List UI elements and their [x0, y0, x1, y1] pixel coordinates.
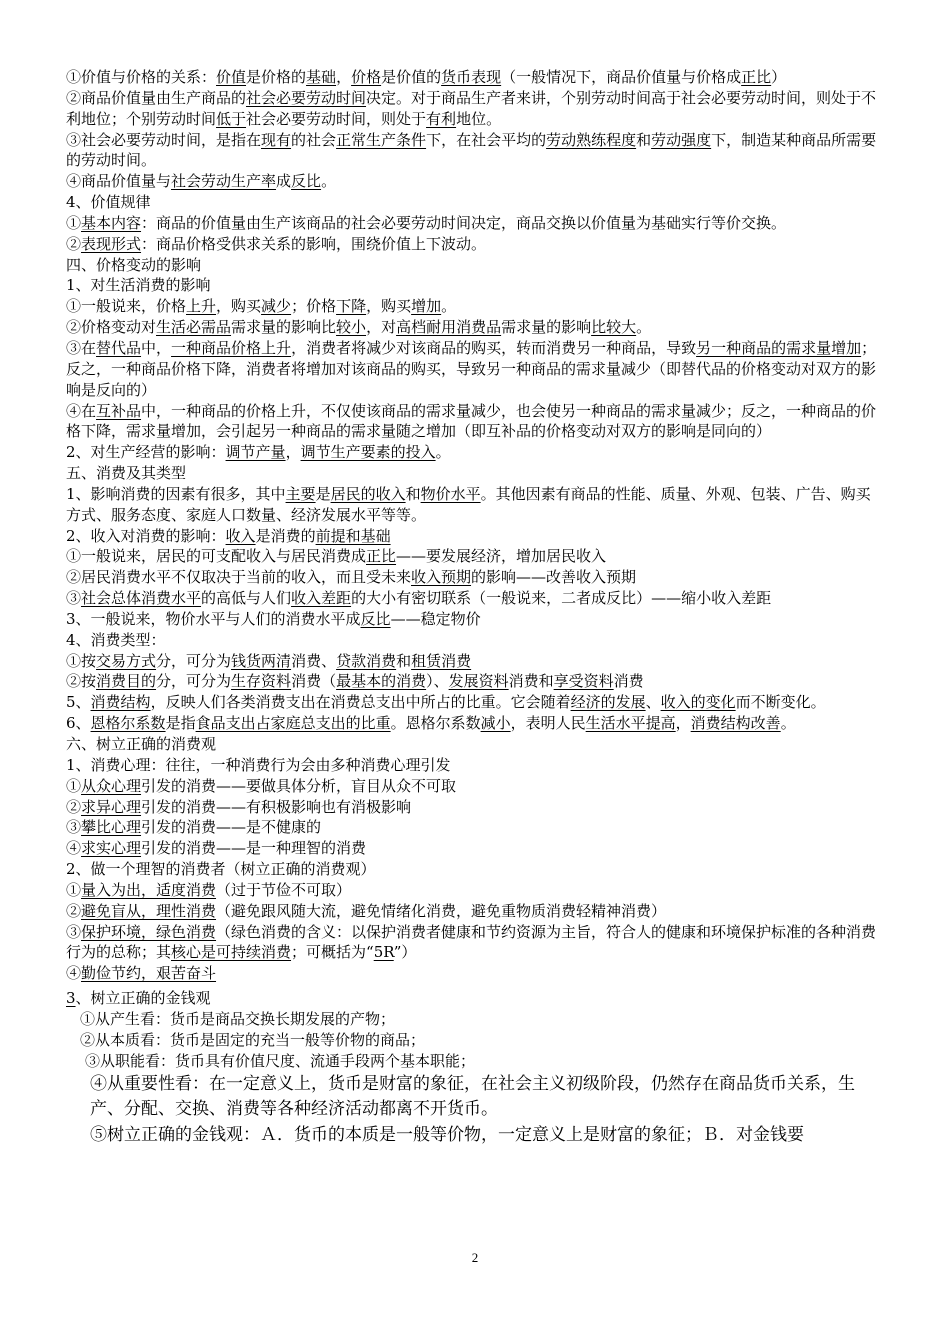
text-segment: ⑤树立正确的金钱观：Ａ．货币的本质是一般等价物，一定意义上是财富的象征；Ｂ．对金钱要	[90, 1124, 804, 1145]
text-segment: 四、价格变动的影响	[66, 255, 202, 274]
underlined-keyword: 价值	[216, 68, 247, 86]
underlined-keyword: 保护环境，绿色消费	[81, 922, 217, 941]
underlined-keyword: 最基本的消费	[336, 672, 427, 691]
underlined-keyword: 消费目的	[96, 672, 157, 691]
text-line	[66, 526, 882, 547]
underlined-keyword: 收入差距	[291, 589, 352, 608]
underlined-keyword: 前提和基础	[315, 526, 391, 545]
text-line	[66, 192, 882, 213]
text-segment: 2、对生产经营的影响：	[66, 443, 226, 462]
text-segment: （一般情况下，商品价值量与价格成	[501, 68, 742, 86]
text-segment: 需求量的影响比	[231, 318, 337, 337]
text-segment: ，购买	[216, 297, 262, 316]
underlined-keyword: 高档耐用消费品	[396, 318, 502, 337]
underlined-keyword: 生存资料	[231, 672, 292, 691]
page-number: 2	[471, 1250, 479, 1265]
underlined-keyword: 比较大	[591, 318, 637, 337]
text-line	[66, 567, 882, 588]
text-segment: ，反映人们各类消费支出在消费总支出中所占的比重。它会随着	[150, 693, 571, 712]
text-line	[66, 817, 882, 838]
underlined-keyword: 生活水平提高	[585, 714, 676, 733]
underlined-keyword: 互补品	[96, 401, 142, 420]
text-segment: 2、收入对消费的影响：	[66, 526, 226, 545]
text-line	[66, 797, 882, 818]
text-line	[66, 588, 882, 609]
text-segment: 是	[315, 484, 331, 503]
text-segment: ：商品的价值量由生产该商品的社会必要劳动时间决定，商品交换以价值量为基础实行等价交换。	[141, 213, 787, 232]
text-line	[66, 88, 882, 130]
text-segment: 1、影响消费的因素有很多，其中	[66, 484, 286, 503]
text-segment: 而不断变化。	[735, 693, 826, 712]
text-segment: （避免跟风随大流，避免情绪化消费，避免重物质消费轻精神消费）	[216, 901, 667, 920]
text-segment: 和	[396, 651, 412, 670]
underlined-keyword: 钱货两清	[231, 651, 292, 670]
text-segment: ③从职能看：货币具有价值尺度、流通手段两个基本职能；	[85, 1051, 476, 1070]
text-segment: ①按	[66, 651, 97, 670]
underlined-keyword: 上升	[186, 297, 217, 316]
underlined-keyword: 正比	[366, 547, 397, 566]
underlined-keyword: 收入预期	[411, 568, 472, 587]
text-line	[66, 880, 882, 901]
underlined-keyword: 反比	[360, 609, 391, 628]
text-segment: 消费和	[508, 672, 554, 691]
underlined-keyword: 另一种商品的需求量增加	[696, 338, 862, 357]
text-line	[66, 776, 882, 797]
text-segment: ③	[66, 589, 82, 608]
text-line	[66, 130, 882, 172]
text-segment: 和	[405, 484, 421, 503]
text-segment: 、树立正确的金钱观	[75, 989, 211, 1008]
underlined-keyword: 从众心理	[81, 776, 142, 795]
text-segment: ；反之，一种商品价格下降，消费者将增加对该商品的购买，导致另一种商品的需求量减少（即替代品的价格变动对双方的影响是反向的）	[66, 338, 877, 399]
text-segment: 需求量的影响	[501, 318, 592, 337]
text-segment: ③在	[66, 338, 97, 357]
text-line	[66, 901, 882, 922]
text-line	[66, 859, 882, 880]
underlined-keyword: 低于	[216, 109, 247, 128]
text-segment: 消费（	[291, 672, 337, 691]
text-segment: ④商品价值量与	[66, 172, 172, 191]
underlined-keyword: 一种商品价格上升	[171, 338, 292, 357]
text-segment: 是价值的	[381, 68, 442, 86]
text-line	[66, 317, 882, 338]
text-segment: ）、	[426, 672, 449, 691]
text-line	[66, 1051, 882, 1072]
underlined-keyword: 消费结构	[90, 693, 151, 712]
text-line	[66, 296, 882, 317]
text-line	[66, 401, 882, 443]
underlined-keyword: 减少	[261, 297, 292, 316]
text-line	[66, 234, 882, 255]
text-line	[66, 692, 882, 713]
text-segment: 1、消费心理：往往，一种消费行为会由多种消费心理引发	[66, 755, 451, 774]
text-line	[66, 838, 882, 859]
text-segment: 3、一般说来，物价水平与人们的消费水平成	[66, 609, 361, 628]
underlined-keyword: 消费结构改善	[690, 714, 781, 733]
text-line	[66, 713, 882, 734]
text-segment: ，消费者将减少对该商品的购买，转而消费另一种商品，导致	[291, 338, 697, 357]
underlined-keyword: 价格	[351, 68, 382, 86]
text-segment: ①	[66, 776, 82, 795]
text-segment: 引发的消费——是一种理智的消费	[141, 839, 367, 858]
underlined-keyword: 经济的发展	[570, 693, 646, 712]
text-segment: 引发的消费——有积极影响也有消极影响	[141, 797, 412, 816]
text-segment: ③社会必要劳动时间，是指在	[66, 130, 262, 149]
text-line	[66, 1030, 882, 1051]
underlined-keyword: 勤俭节约，艰苦奋斗	[81, 964, 217, 983]
text-line	[66, 755, 882, 776]
underlined-keyword: 发展资料	[448, 672, 509, 691]
underlined-keyword: 正比	[741, 68, 772, 86]
underlined-keyword: 量入为出，适度消费	[81, 880, 217, 899]
underlined-keyword: 交易方式	[96, 651, 157, 670]
text-segment: ——要发展经济，增加居民收入	[396, 547, 607, 566]
underlined-keyword: 替代品	[96, 338, 142, 357]
underlined-keyword: 求实心理	[81, 839, 142, 858]
underlined-keyword: 求异心理	[81, 797, 142, 816]
text-segment: 分，可分为	[156, 651, 232, 670]
text-segment: 6、	[66, 714, 91, 733]
text-segment: ①价值与价格的关系：	[66, 68, 217, 86]
text-segment: 和	[636, 130, 652, 149]
text-segment: 引发的消费——是不健康的	[141, 818, 322, 837]
underlined-keyword: 社会总体消费水平	[81, 589, 202, 608]
underlined-keyword: 减小	[480, 714, 511, 733]
text-line	[66, 546, 882, 567]
text-segment: ）	[771, 68, 787, 86]
text-segment: ，购买	[366, 297, 412, 316]
text-segment: 1、对生活消费的影响	[66, 276, 211, 295]
text-segment: 六、树立正确的消费观	[66, 735, 217, 753]
text-segment: 。其他因素有商品的性能、质量、外观、包装、广告、购买方式、服务态度、家庭人口数量、经济发展水平等等。	[66, 484, 871, 524]
text-line	[66, 1072, 882, 1123]
underlined-keyword: 调节产量	[225, 443, 286, 462]
text-segment: 是指	[165, 714, 196, 733]
text-segment: ②	[66, 797, 82, 816]
text-line	[66, 484, 882, 526]
text-segment: ①	[66, 213, 82, 232]
underlined-keyword: 较小	[336, 318, 367, 337]
text-segment: ，对	[366, 318, 397, 337]
text-segment: ，	[675, 714, 691, 733]
text-segment: 下，制造某种商品所需要的劳动时间。	[66, 130, 877, 170]
text-segment: ④在	[66, 401, 97, 420]
text-segment: 中，	[141, 338, 172, 357]
text-segment: 4、价值规律	[66, 193, 151, 212]
text-line	[66, 1123, 882, 1149]
text-segment: ④从重要性看：在一定意义上，货币是财富的象征，在社会主义初级阶段，仍然存在商品货币关系，生产、分配、交换、消费等各种经济活动都离不开货币。	[90, 1073, 855, 1119]
underlined-keyword: 5R	[373, 943, 394, 962]
underlined-keyword: 贷款消费	[336, 651, 397, 670]
text-segment: ，	[285, 443, 301, 462]
text-segment: 消费	[613, 672, 644, 691]
underlined-keyword: 攀比心理	[81, 818, 142, 837]
underlined-keyword: 劳动强度	[651, 130, 712, 149]
text-segment: 消费、	[291, 651, 337, 670]
underlined-keyword: 基本内容	[81, 213, 142, 232]
text-line	[66, 255, 882, 276]
text-segment: 社会必要劳动时间，则处于	[246, 109, 427, 128]
underlined-keyword: 正常生产条件	[336, 130, 427, 149]
text-line	[66, 609, 882, 630]
text-segment: ，表明人民	[510, 714, 586, 733]
text-segment: 是消费的	[255, 526, 316, 545]
text-line	[66, 671, 882, 692]
text-segment: 中，一种商品的价格上升，不仅使该商品的需求量减少，也会使另一种商品的需求量减少；反之，一种商品的价格下降，需求量增加，会引起另一种商品的需求量随之增加（即互补品的价格变动对双方的影响是同向的）	[66, 401, 877, 441]
text-line	[66, 988, 882, 1009]
underlined-keyword: 食品支出占家庭总支出的比重	[195, 714, 391, 733]
text-line	[66, 275, 882, 296]
text-segment: ：商品价格受供求关系的影响，围绕价值上下波动。	[141, 234, 487, 253]
underlined-keyword: 反比	[291, 172, 322, 191]
text-segment: 5、	[66, 693, 91, 712]
text-segment: ——稳定物价	[390, 609, 481, 628]
text-segment: 五、消费及其类型	[66, 464, 187, 483]
text-line	[66, 963, 882, 984]
text-segment: 地位。	[456, 109, 502, 128]
text-line	[66, 213, 882, 234]
text-segment: 。	[636, 318, 652, 337]
text-segment: ②价格变动对	[66, 318, 157, 337]
underlined-keyword: 恩格尔系数	[90, 714, 166, 733]
underlined-keyword: 基础	[306, 68, 337, 86]
text-segment: 是价格的	[246, 68, 307, 86]
text-segment: ④	[66, 964, 82, 983]
text-segment: ②商品价值量由生产商品的	[66, 88, 247, 107]
text-segment: 的影响——改善收入预期	[471, 568, 637, 587]
text-segment: （过于节俭不可取）	[216, 880, 352, 899]
text-line	[66, 630, 882, 651]
text-segment: （绿色消费的含义：以保护消费者健康和节约资源为主旨，符合人的健康和环境保护标准的各种消费行为的总称；其	[66, 922, 877, 962]
text-line	[66, 171, 882, 192]
text-segment: 的社会	[291, 130, 337, 149]
underlined-keyword: 物价水平	[420, 484, 481, 503]
text-segment: 。	[435, 443, 451, 462]
text-segment: ③	[66, 922, 82, 941]
underlined-keyword: 主要	[285, 484, 316, 503]
text-segment: 4、消费类型：	[66, 630, 166, 649]
underlined-keyword: 下降	[336, 297, 367, 316]
text-segment: ①从产生看：货币是商品交换长期发展的产物；	[80, 1009, 396, 1028]
text-segment: 2、做一个理智的消费者（树立正确的消费观）	[66, 860, 376, 879]
underlined-keyword: 劳动熟练程度	[546, 130, 637, 149]
text-segment: 。	[780, 714, 796, 733]
underlined-keyword: 生活必需品	[156, 318, 232, 337]
text-segment: 下，在社会平均的	[426, 130, 547, 149]
text-line	[66, 734, 882, 755]
text-segment: ，	[336, 68, 352, 86]
text-segment: 引发的消费——要做具体分析，盲目从众不可取	[141, 776, 457, 795]
text-line	[66, 463, 882, 484]
underlined-keyword: 租赁消费	[411, 651, 472, 670]
underlined-keyword: 避免盲从，理性消费	[81, 901, 217, 920]
text-line	[66, 1009, 882, 1030]
text-segment: ①	[66, 880, 82, 899]
underlined-keyword: 社会必要劳动时间	[246, 88, 367, 107]
text-line	[66, 338, 882, 401]
underlined-keyword: 有利	[426, 109, 457, 128]
text-segment: 决定。对于商品生产者来讲，个别劳动时间高于社会必要劳动时间，则处于不利地位；个别劳动时间	[66, 88, 877, 128]
underlined-keyword: 收入的变化	[660, 693, 736, 712]
underlined-keyword: 货币表现	[441, 68, 502, 86]
text-segment: 。恩格尔系数	[390, 714, 481, 733]
text-segment: ”）	[393, 943, 417, 962]
text-segment: ④	[66, 839, 82, 858]
text-line	[66, 651, 882, 672]
text-segment: 。	[441, 297, 457, 316]
text-segment: ②	[66, 901, 82, 920]
text-segment: ②从本质看：货币是固定的充当一般等价物的商品；	[80, 1030, 426, 1049]
underlined-keyword: 现有	[261, 130, 292, 149]
text-segment: 成	[276, 172, 292, 191]
underlined-keyword: 享受资料	[553, 672, 614, 691]
text-segment: 、	[645, 693, 661, 712]
underlined-keyword: 核心是可持续消费	[171, 943, 292, 962]
text-segment: ②	[66, 234, 82, 253]
text-segment: ②按	[66, 672, 97, 691]
text-segment: ③	[66, 818, 82, 837]
text-segment: ②居民消费水平不仅取决于当前的收入，而且受未来	[66, 568, 412, 587]
underlined-keyword: 增加	[411, 297, 442, 316]
text-line	[66, 442, 882, 463]
underlined-keyword: 表现形式	[81, 234, 142, 253]
text-segment: 的高低与人们	[201, 589, 292, 608]
text-segment: 的大小有密切联系（一般说来，二者成反比）——缩小收入差距	[351, 589, 772, 608]
text-segment: 分，可分为	[156, 672, 232, 691]
text-segment: ①一般说来，居民的可支配收入与居民消费成	[66, 547, 367, 566]
text-segment: ；可概括为“	[291, 943, 374, 962]
underlined-keyword: 收入	[225, 526, 256, 545]
underlined-keyword: 社会劳动生产率	[171, 172, 277, 191]
text-line	[66, 922, 882, 964]
text-line	[66, 67, 882, 88]
text-segment: 。	[321, 172, 337, 191]
text-segment: ①一般说来，价格	[66, 297, 187, 316]
text-segment: ；价格	[291, 297, 337, 316]
document-body	[66, 67, 882, 1148]
underlined-keyword: 3	[66, 989, 76, 1008]
underlined-keyword: 居民的收入	[330, 484, 406, 503]
underlined-keyword: 调节生产要素的投入	[300, 443, 436, 462]
